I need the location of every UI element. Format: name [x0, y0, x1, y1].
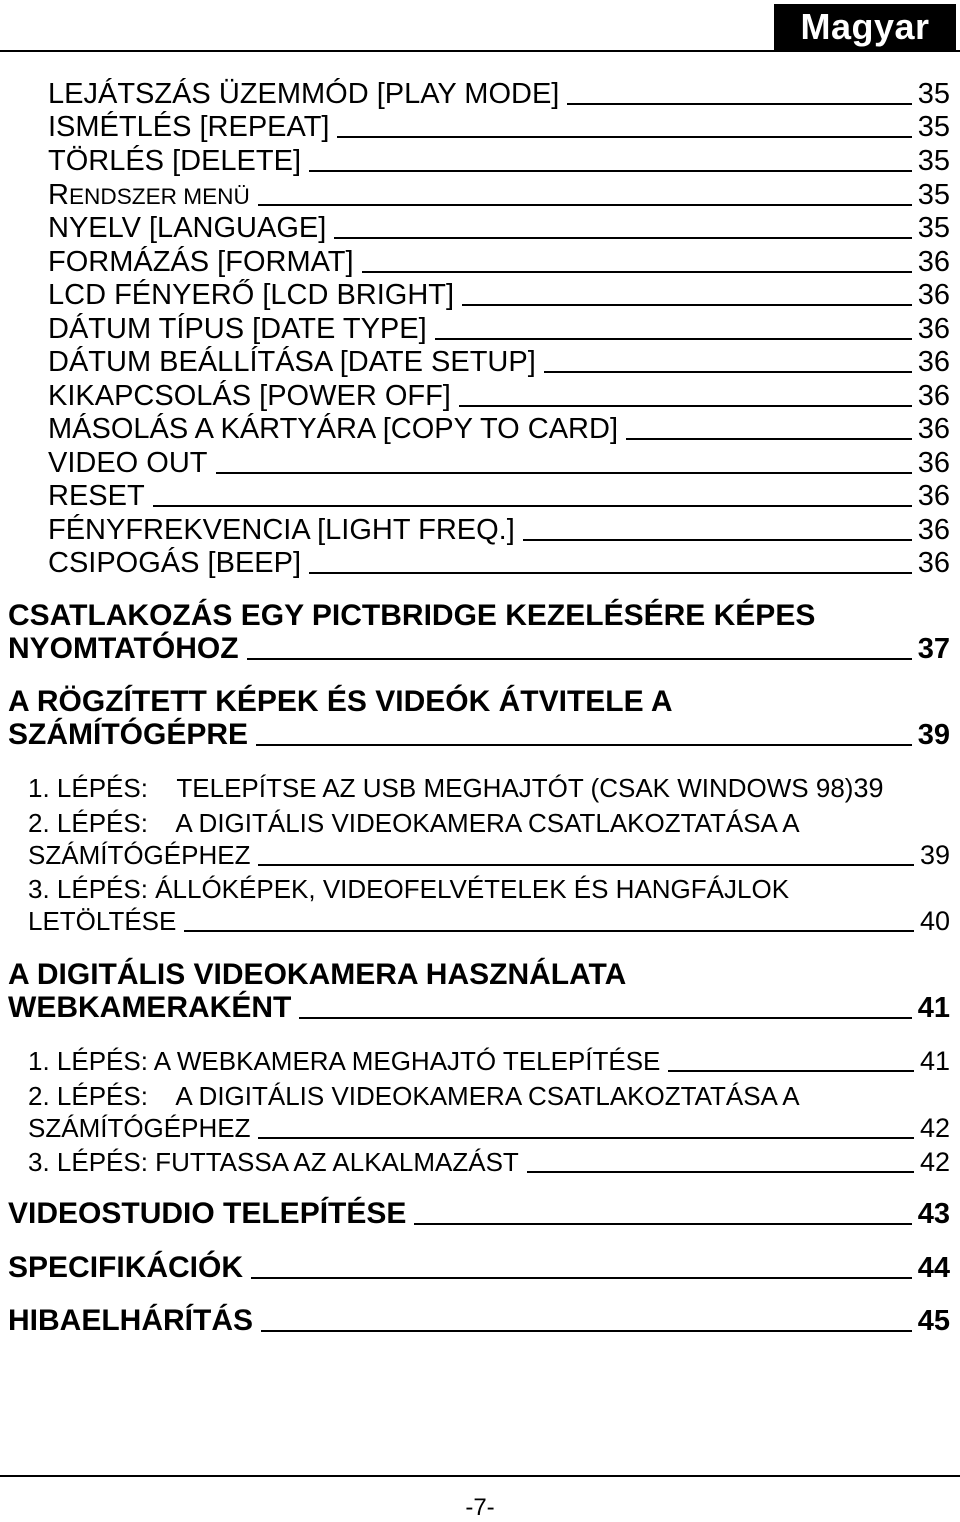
toc-entry-page: 36	[917, 547, 950, 579]
toc-entry[interactable]	[48, 413, 950, 446]
toc-step-title-line1: 2. LÉPÉS: A DIGITÁLIS VIDEOKAMERA CSATLAKOZTATÁSA A	[28, 1081, 800, 1111]
toc-entry[interactable]	[48, 313, 950, 346]
toc-step-title: 3. LÉPÉS: FUTTASSA AZ ALKALMAZÁST	[28, 1147, 519, 1177]
toc-chapter-title: WEBKAMERAKÉNT	[8, 991, 292, 1024]
leader-line	[309, 572, 912, 574]
toc-entry[interactable]	[48, 246, 950, 279]
leader-line	[309, 170, 912, 172]
toc-step-title-line1: 3. LÉPÉS: ÁLLÓKÉPEK, VIDEOFELVÉTELEK ÉS HANGFÁJLOK	[28, 874, 790, 904]
toc-entry-page: 35	[917, 179, 950, 211]
toc-step-entry[interactable]	[28, 1113, 950, 1144]
leader-line	[247, 658, 912, 660]
leader-line	[251, 1277, 912, 1279]
leader-line	[334, 237, 911, 239]
toc-entry-page: 36	[917, 246, 950, 278]
toc-entry-title: KIKAPCSOLÁS [POWER OFF]	[48, 380, 451, 412]
leader-line	[256, 744, 912, 746]
leader-line	[626, 438, 912, 440]
toc-entry[interactable]	[48, 145, 950, 178]
leader-line	[567, 103, 911, 105]
toc-entry[interactable]	[48, 447, 950, 480]
leader-line	[299, 1017, 911, 1019]
toc-entry-page: 41	[919, 1046, 950, 1076]
toc-chapter-entry[interactable]	[8, 991, 950, 1025]
header-rule	[0, 50, 960, 52]
toc-entry-page: 39	[917, 719, 950, 751]
toc-entry-title: MÁSOLÁS A KÁRTYÁRA [COPY TO CARD]	[48, 413, 619, 445]
toc-step-title: SZÁMÍTÓGÉPHEZ	[28, 1113, 251, 1143]
toc-entry-title-initial: R	[48, 179, 69, 211]
toc-entry-page: 43	[917, 1198, 950, 1230]
leader-line	[414, 1223, 911, 1225]
leader-line	[258, 864, 913, 866]
toc-entry-title: TÖRLÉS [DELETE]	[48, 145, 302, 177]
toc-entry-title: FÉNYFREKVENCIA [LIGHT FREQ.]	[48, 514, 515, 546]
leader-line	[258, 1137, 913, 1139]
toc-chapter-title-line1: CSATLAKOZÁS EGY PICTBRIDGE KEZELÉSÉRE KÉPES	[8, 599, 816, 632]
toc-entry-title: DÁTUM TÍPUS [DATE TYPE]	[48, 313, 427, 345]
leader-line	[544, 371, 912, 373]
footer-rule	[0, 1475, 960, 1477]
language-badge: Magyar	[774, 4, 956, 50]
toc-step-entry[interactable]	[28, 840, 950, 871]
toc-step-entry[interactable]	[28, 773, 950, 804]
toc-entry-page: 41	[917, 992, 950, 1024]
toc-chapter-title: VIDEOSTUDIO TELEPÍTÉSE	[8, 1197, 407, 1230]
toc-entry-page: 45	[917, 1305, 950, 1337]
toc-entry-title: FORMÁZÁS [FORMAT]	[48, 246, 354, 278]
toc-entry-page: 40	[919, 906, 950, 936]
toc-step-entry[interactable]	[28, 906, 950, 937]
toc-entry-title-rest: ENDSZER MENÜ	[68, 184, 250, 209]
toc-chapter-title: SZÁMÍTÓGÉPRE	[8, 718, 249, 751]
toc-entry-page: 42	[919, 1147, 950, 1177]
toc-entry[interactable]	[48, 480, 950, 513]
toc-entry-title: LCD FÉNYERŐ [LCD BRIGHT]	[48, 279, 455, 311]
toc-step-title-line1: 2. LÉPÉS: A DIGITÁLIS VIDEOKAMERA CSATLAKOZTATÁSA A	[28, 808, 800, 838]
leader-line	[362, 271, 912, 273]
toc-chapter-entry[interactable]	[8, 1197, 950, 1231]
leader-line	[527, 1171, 914, 1173]
toc-entry[interactable]	[48, 547, 950, 580]
leader-line	[668, 1070, 914, 1072]
toc-entry[interactable]	[48, 111, 950, 144]
toc-entry-page: 42	[919, 1113, 950, 1143]
toc-entry-title: DÁTUM BEÁLLÍTÁSA [DATE SETUP]	[48, 346, 536, 378]
page-number: -7-	[465, 1494, 495, 1521]
leader-line	[435, 338, 912, 340]
toc-entry[interactable]	[48, 212, 950, 245]
toc-entry[interactable]	[48, 380, 950, 413]
leader-line	[462, 304, 912, 306]
toc-entry-title: LEJÁTSZÁS ÜZEMMÓD [PLAY MODE]	[48, 78, 560, 110]
toc-entry-page: 36	[917, 413, 950, 445]
toc-step-title: SZÁMÍTÓGÉPHEZ	[28, 840, 251, 870]
toc-chapter-title: NYOMTATÓHOZ	[8, 632, 239, 665]
toc-entry[interactable]	[48, 179, 950, 212]
leader-line	[337, 136, 911, 138]
leader-line	[184, 930, 914, 932]
toc-entry-page: 36	[917, 380, 950, 412]
toc-step-entry[interactable]	[28, 1046, 950, 1077]
toc-entry-page: 36	[917, 447, 950, 479]
toc-entry[interactable]	[48, 514, 950, 547]
toc-step-title: 1. LÉPÉS: TELEPÍTSE AZ USB MEGHAJTÓT (CSAK WINDOWS 98)	[28, 773, 854, 803]
toc-entry-page: 35	[917, 78, 950, 110]
toc-entry-title: RESET	[48, 480, 145, 512]
toc-chapter-entry[interactable]	[8, 1251, 950, 1285]
toc-chapter-title: HIBAELHÁRÍTÁS	[8, 1304, 253, 1337]
toc-entry-page: 37	[917, 633, 950, 665]
leader-line	[258, 204, 912, 206]
toc-chapter-title-line1: A DIGITÁLIS VIDEOKAMERA HASZNÁLATA	[8, 958, 627, 991]
toc-entry-title: VIDEO OUT	[48, 447, 208, 479]
toc-entry-page: 35	[917, 212, 950, 244]
toc-entry-page: 36	[917, 313, 950, 345]
toc-step-title: 1. LÉPÉS: A WEBKAMERA MEGHAJTÓ TELEPÍTÉSE	[28, 1046, 661, 1076]
toc-entry-page: 39	[919, 840, 950, 870]
toc-entry[interactable]	[48, 279, 950, 312]
toc-entry-page: 39	[853, 773, 884, 803]
toc-entry-title: ISMÉTLÉS [REPEAT]	[48, 111, 330, 143]
toc-chapter-entry[interactable]	[8, 632, 950, 666]
leader-line	[261, 1330, 912, 1332]
toc-entry[interactable]	[48, 346, 950, 379]
toc-chapter-title-line1: A RÖGZÍTETT KÉPEK ÉS VIDEÓK ÁTVITELE A	[8, 685, 673, 718]
toc-entry-page: 36	[917, 514, 950, 546]
toc-entry-page: 44	[917, 1252, 950, 1284]
toc-step-entry[interactable]	[28, 1147, 950, 1178]
toc-step-title: LETÖLTÉSE	[28, 906, 177, 936]
toc-chapter-title: SPECIFIKÁCIÓK	[8, 1251, 244, 1284]
toc-entry-page: 35	[917, 111, 950, 143]
leader-line	[459, 405, 912, 407]
leader-line	[153, 505, 912, 507]
leader-line	[216, 472, 912, 474]
toc-entry-page: 36	[917, 480, 950, 512]
toc-entry-title: CSIPOGÁS [BEEP]	[48, 547, 302, 579]
toc-entry-page: 36	[917, 279, 950, 311]
toc-entry[interactable]	[48, 78, 950, 111]
toc-chapter-entry[interactable]	[8, 1304, 950, 1338]
toc-entry-title	[48, 179, 250, 212]
leader-line	[523, 539, 912, 541]
toc-chapter-entry[interactable]	[8, 718, 950, 752]
toc-entry-page: 35	[917, 145, 950, 177]
toc-entry-page: 36	[917, 346, 950, 378]
toc-entry-title: NYELV [LANGUAGE]	[48, 212, 327, 244]
